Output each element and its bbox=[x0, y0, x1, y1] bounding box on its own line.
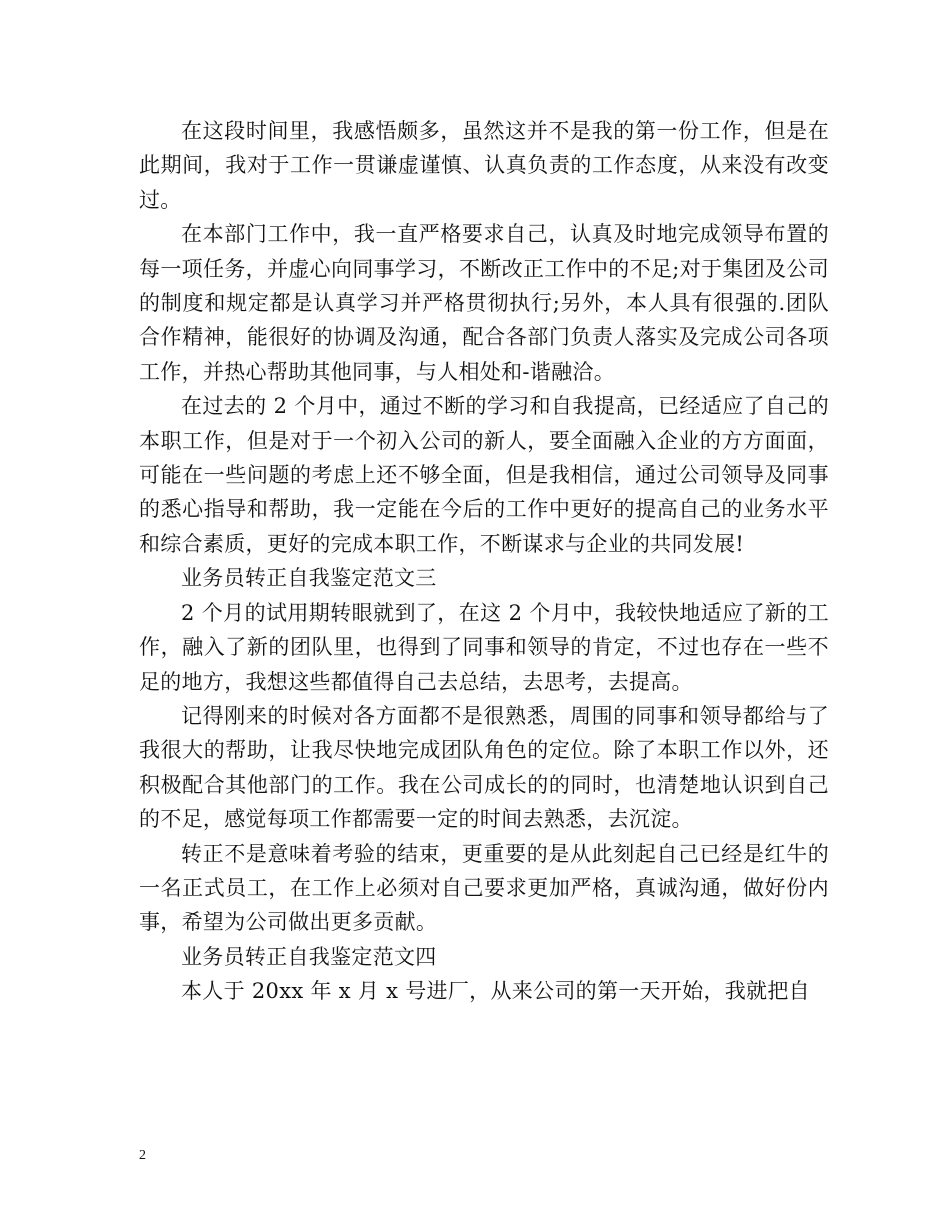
page-content bbox=[139, 114, 829, 1009]
paragraph-2: 在本部门工作中，我一直严格要求自己，认真及时地完成领导布置的每一项任务，并虚心向同事学习，不断改正工作中的不足;对于集团及公司的制度和规定都是认真学习并严格贯彻执行;另外，本人具有很强的.团队合作精神，能很好的协调及沟通，配合各部门负责人落实及完成公司各项工作，并热心帮助其他同事，与人相处和-谐融洽。 bbox=[139, 222, 829, 384]
section-heading-4: 业务员转正自我鉴定范文四 bbox=[181, 944, 437, 969]
paragraph-6: 转正不是意味着考验的结束，更重要的是从此刻起自己已经是红牛的一名正式员工，在工作上必须对自己要求更加严格，真诚沟通，做好份内事，希望为公司做出更多贡献。 bbox=[139, 841, 829, 935]
paragraph-3: 在过去的 2 个月中，通过不断的学习和自我提高，已经适应了自己的本职工作，但是对于一个初入公司的新人，要全面融入企业的方方面面，可能在一些问题的考虑上还不够全面，但是我相信，通过公司领导及同事的悉心指导和帮助，我一定能在今后的工作中更好的提高自己的业务水平和综合素质，更好的完成本职工作，不断谋求与企业的共同发展! bbox=[139, 394, 829, 556]
paragraph-1: 在这段时间里，我感悟颇多，虽然这并不是我的第一份工作，但是在此期间，我对于工作一贯谦虚谨慎、认真负责的工作态度，从来没有改变过。 bbox=[139, 119, 829, 212]
paragraph-5: 记得刚来的时候对各方面都不是很熟悉，周围的同事和领导都给与了我很大的帮助，让我尽快地完成团队角色的定位。除了本职工作以外，还积极配合其他部门的工作。我在公司成长的的同时，也清楚地认识到自己的不足，感觉每项工作都需要一定的时间去熟悉，去沉淀。 bbox=[139, 703, 829, 832]
paragraph-4: 2 个月的试用期转眼就到了，在这 2 个月中，我较快地适应了新的工作，融入了新的团队里，也得到了同事和领导的肯定，不过也存在一些不足的地方，我想这些都值得自己去总结，去思考，去提高。 bbox=[139, 600, 829, 694]
paragraph-7: 本人于 20xx 年 x 月 x 号进厂，从来公司的第一天开始，我就把自 bbox=[181, 979, 810, 1004]
section-heading-3: 业务员转正自我鉴定范文三 bbox=[181, 566, 437, 591]
page-number: 2 bbox=[139, 1148, 146, 1163]
